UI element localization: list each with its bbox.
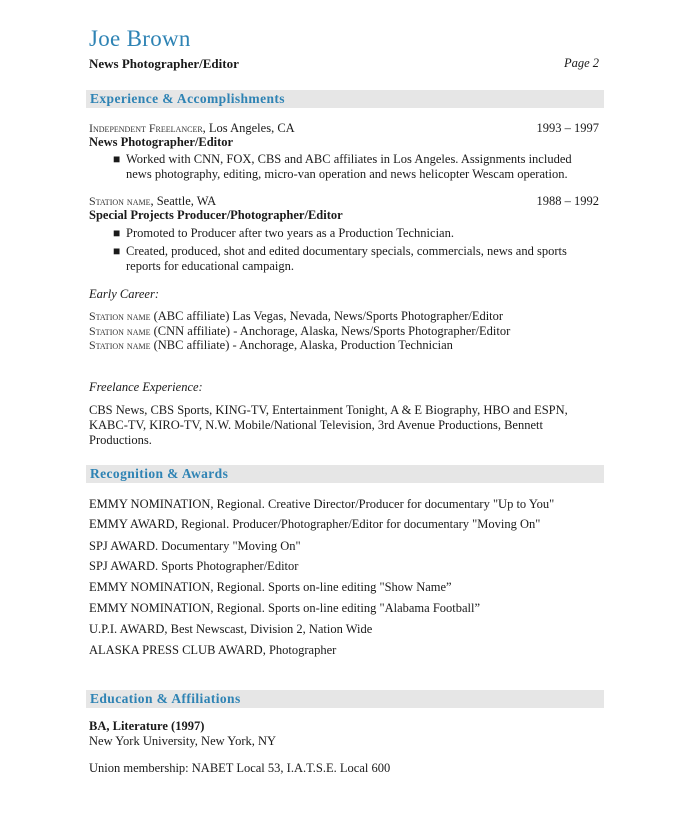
award-item: EMMY NOMINATION, Regional. Sports on-line editing "Alabama Football” [89,601,481,615]
education-degree: BA, Literature (1997) [89,719,205,733]
union-membership: Union membership: NABET Local 53, I.A.T.S.E. Local 600 [89,761,391,775]
education-school: New York University, New York, NY [89,734,277,748]
early-career-detail: (ABC affiliate) Las Vegas, Nevada, News/Sports Photographer/Editor [150,309,504,323]
resume-headline: News Photographer/Editor [89,56,239,71]
freelance-label: Freelance Experience: [89,380,203,394]
job-1-years: 1993 – 1997 [536,121,599,135]
award-item: SPJ AWARD. Documentary "Moving On" [89,539,301,553]
job-1-role: News Photographer/Editor [89,135,234,149]
freelance-text: CBS News, CBS Sports, KING-TV, Entertainment Tonight, A & E Biography, HBO and ESPN, KABC-TV, KIRO-TV, N.W. Mobile/National Television, 3rd Avenue Productions, Bennett Productions. [89,403,568,447]
job-1-employer: Independent Freelancer [89,121,203,135]
job-2-years: 1988 – 1992 [536,194,599,208]
early-career-station: Station name [89,338,151,352]
early-career-detail: (CNN affiliate) - Anchorage, Alaska, News/Sports Photographer/Editor [150,324,511,338]
job-2-bullet-1: Promoted to Producer after two years as a Production Technician. [126,226,454,240]
award-item: EMMY NOMINATION, Regional. Sports on-line editing "Show Name” [89,580,452,594]
job-1-location: , Los Angeles, CA [202,121,295,135]
job-2-heading [89,194,216,209]
section-title-experience: Experience & Accomplishments [90,91,285,106]
bullet-icon: ■ [113,244,121,258]
award-item: U.P.I. AWARD, Best Newscast, Division 2, Nation Wide [89,622,373,636]
job-2-location: , Seattle, WA [150,194,217,208]
award-item: EMMY AWARD, Regional. Producer/Photographer/Editor for documentary "Moving On" [89,517,541,531]
award-item: SPJ AWARD. Sports Photographer/Editor [89,559,299,573]
early-career-detail: (NBC affiliate) - Anchorage, Alaska, Production Technician [150,338,453,352]
early-career-entry [89,324,510,339]
early-career-entry [89,309,503,324]
section-title-recognition: Recognition & Awards [90,466,229,481]
early-career-label: Early Career: [89,287,160,301]
job-1-bullet-1: Worked with CNN, FOX, CBS and ABC affiliates in Los Angeles. Assignments included news photography, editing, micro-van operation and news helicopter Wescam operation. [126,152,572,181]
job-2-bullet-2: Created, produced, shot and edited documentary specials, commercials, news and sports reports for educational campaign. [126,244,567,273]
page-number: Page 2 [563,56,599,70]
section-title-education: Education & Affiliations [90,691,241,706]
job-2-employer: Station name [89,194,151,208]
early-career-station: Station name [89,309,151,323]
job-1-heading [89,121,295,136]
early-career-station: Station name [89,324,151,338]
award-item: ALASKA PRESS CLUB AWARD, Photographer [89,643,337,657]
bullet-icon: ■ [113,152,121,166]
resume-name: Joe Brown [89,26,191,51]
job-2-role: Special Projects Producer/Photographer/Editor [89,208,343,222]
early-career-entry [89,338,453,353]
award-item: EMMY NOMINATION, Regional. Creative Director/Producer for documentary "Up to You" [89,497,555,511]
bullet-icon: ■ [113,226,121,240]
